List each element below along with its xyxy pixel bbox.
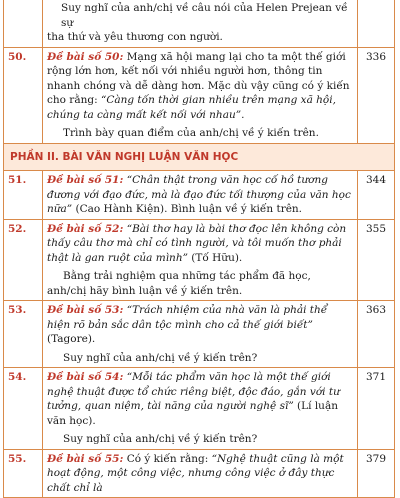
section-row: [4, 143, 395, 171]
entry-number: 50.: [4, 47, 43, 143]
fragment-line: tha thứ và yêu thương con người.: [47, 31, 223, 43]
toc-row-52: [4, 219, 395, 301]
toc-row-50: [4, 47, 395, 143]
page-number-empty: [358, 0, 395, 47]
entry-author: (Lí luận văn học).: [47, 400, 338, 427]
entry-label: Đề bài số 52:: [47, 222, 124, 235]
entry-number: 55.: [4, 449, 43, 498]
page-number: 363: [358, 301, 395, 368]
entry-text: Có ý kiến rằng:: [123, 452, 212, 465]
page-number: 355: [358, 219, 395, 301]
entry-body: [43, 219, 358, 301]
entry-label: Đề bài số 53:: [47, 304, 124, 316]
entry-quote: “Trách nhiệm của nhà văn là phải thể hiện rõ bản sắc dân tộc mình cho cả thế giới biết”: [47, 304, 328, 331]
entry-number: 54.: [4, 368, 43, 450]
page-number: 336: [358, 47, 395, 143]
entry-quote: “Bài thơ hay là bài thơ đọc lên không còn thấy câu thơ mà chỉ có tình người, và tôi muốn thơ phải thật là gan ruột của mình”: [47, 222, 347, 264]
page-number: 371: [358, 368, 395, 450]
fragment-line: Suy nghĩ của anh/chị về câu nói của Helen Prejean về sự: [61, 2, 348, 29]
section-title: PHẦN II. BÀI VĂN NGHỊ LUẬN VĂN HỌC: [4, 143, 395, 171]
entry-text: Mạng xã hội mang lại cho ta một thế giới rộng lớn hơn, kết nối với nhiều người hơn, thông tin nhanh chóng và dễ dàng hơn. Mặc dù vậy cũng có ý kiến cho rằng:: [47, 50, 350, 106]
entry-author: (Cao Hành Kiện). Bình luận về ý kiến trên.: [72, 203, 303, 215]
entry-label: Đề bài số 50:: [47, 50, 124, 63]
entry-number: 53.: [4, 301, 43, 368]
page-number: 379: [358, 449, 395, 498]
toc-row-51: [4, 171, 395, 220]
entry-number: 51.: [4, 171, 43, 220]
page-number: 344: [358, 171, 395, 220]
entry-body: [43, 368, 358, 450]
table-of-contents: [3, 0, 395, 498]
entry-quote: “Càng tốn thời gian nhiều trên mạng xã hội, chúng ta càng mất kết nối với nhau”.: [47, 94, 336, 121]
entry-label: Đề bài số 55:: [47, 452, 124, 465]
entry-number-empty: [4, 0, 43, 47]
entry-quote: “Mỗi tác phẩm văn học là một thế giới nghệ thuật được tổ chức riêng biệt, độc đáo, gắn với tư tưởng, quan niệm, tài năng của người nghệ sĩ”: [47, 371, 340, 412]
entry-label: Đề bài số 51:: [47, 174, 124, 186]
toc-row-54: [4, 368, 395, 450]
entry-author: (Tố Hữu).: [187, 251, 243, 264]
entry-body: [43, 171, 358, 220]
entry-body: [43, 301, 358, 368]
toc-row-53: [4, 301, 395, 368]
toc-row-fragment: [4, 0, 395, 47]
entry-task: Suy nghĩ của anh/chị về ý kiến trên?: [63, 351, 258, 364]
entry-task: Trình bày quan điểm của anh/chị về ý kiến trên.: [63, 127, 319, 139]
entry-task: Suy nghĩ của anh/chị về ý kiến trên?: [63, 433, 258, 445]
entry-body: [43, 47, 358, 143]
entry-number: 52.: [4, 219, 43, 301]
toc-row-55: [4, 449, 395, 498]
entry-body: [43, 449, 358, 498]
entry-quote: “Nghệ thuật cũng là một hoạt động, một công việc, nhưng công việc ở đây thực chất chỉ là: [47, 452, 344, 494]
entry-label: Đề bài số 54:: [47, 371, 124, 383]
entry-body: [43, 0, 358, 47]
entry-quote: “Chân thật trong văn học cố hồ tương đương với đạo đức, mà là đạo đức tối thượng của văn học nữa”: [47, 174, 351, 215]
entry-author: (Tagore).: [47, 333, 96, 345]
entry-task: Bằng trải nghiệm qua những tác phẩm đã học, anh/chị hãy bình luận về ý kiến trên.: [47, 270, 311, 297]
